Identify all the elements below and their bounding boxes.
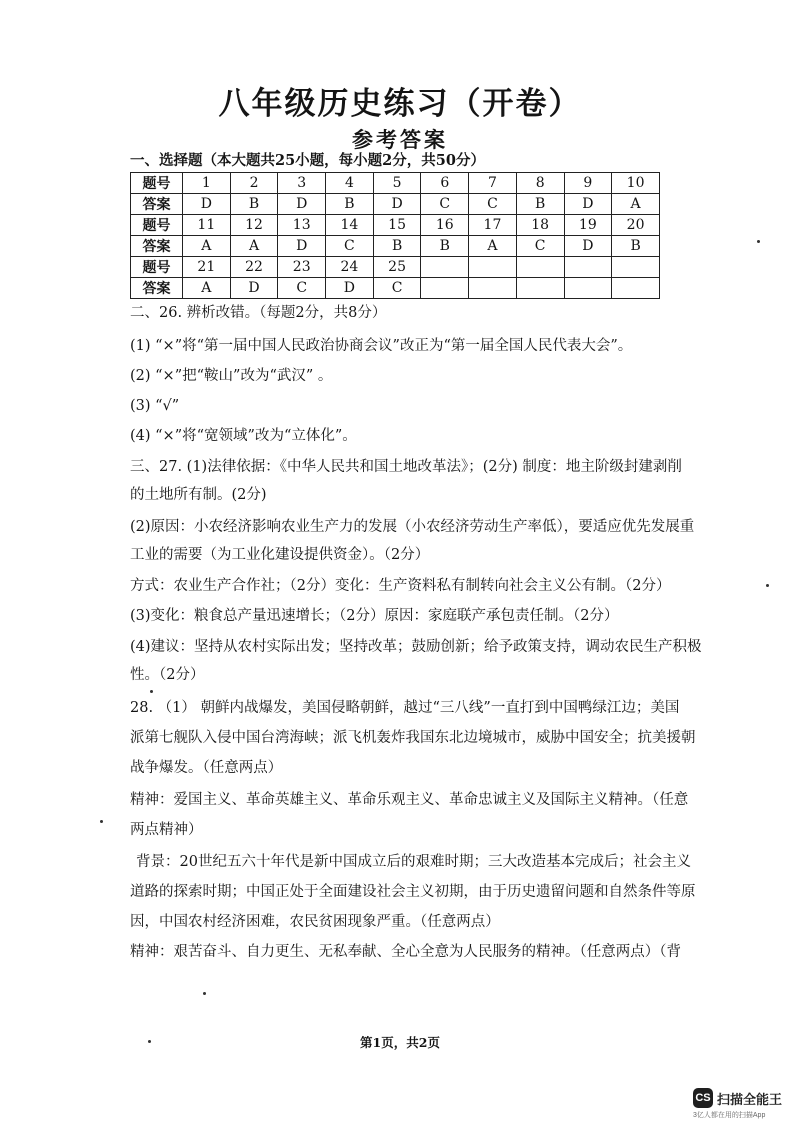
section3-line: 工业的需要（为工业化建设提供资金）。（2分） — [130, 547, 430, 563]
table-cell: 19 — [564, 215, 612, 236]
scanner-watermark — [693, 1088, 793, 1120]
table-cell: B — [516, 194, 564, 215]
table-cell: A — [183, 236, 231, 257]
scan-speck — [757, 240, 760, 243]
table-cell: D — [373, 194, 421, 215]
scan-speck — [203, 992, 206, 995]
section4-line: 两点精神） — [130, 822, 203, 838]
section4-line: 因，中国农村经济困难，农民贫困现象严重。（任意两点） — [130, 914, 500, 930]
table-cell: B — [421, 236, 469, 257]
table-row — [131, 215, 660, 236]
table-cell — [612, 278, 660, 299]
scan-speck — [148, 1040, 151, 1043]
table-cell: C — [516, 236, 564, 257]
table-cell: 23 — [278, 257, 326, 278]
watermark-name: 扫描全能王 — [717, 1092, 783, 1107]
table-cell: B — [373, 236, 421, 257]
section4-line: 派第七舰队入侵中国台湾海峡；派飞机轰炸我国东北边境城市，威胁中国安全；抗美援朝 — [130, 730, 696, 746]
table-cell: 1 — [183, 173, 231, 194]
table-cell: B — [612, 236, 660, 257]
table-cell — [516, 278, 564, 299]
section2-line: (3) “√” — [130, 398, 180, 414]
table-cell — [421, 278, 469, 299]
section3-line: (3)变化：粮食总产量迅速增长；（2分）原因：家庭联产承包责任制。（2分） — [130, 608, 619, 624]
table-cell: 11 — [183, 215, 231, 236]
table-cell: A — [612, 194, 660, 215]
table-cell: A — [469, 236, 517, 257]
row-label: 答案 — [131, 236, 183, 257]
section3-line: 性。（2分） — [130, 667, 205, 683]
table-cell: 20 — [612, 215, 660, 236]
table-cell: D — [564, 194, 612, 215]
table-cell: 6 — [421, 173, 469, 194]
scan-speck — [766, 584, 769, 587]
row-label: 题号 — [131, 257, 183, 278]
table-row — [131, 173, 660, 194]
section4-line: 28. （1） 朝鲜内战爆发，美国侵略朝鲜，越过“三八线”一直打到中国鸭绿江边；美国 — [130, 700, 680, 716]
table-cell: 25 — [373, 257, 421, 278]
section3-line: 三、27. (1)法律依据：《中华人民共和国土地改革法》；(2分) 制度：地主阶级封建剥削 — [130, 459, 682, 475]
section2-line: (4) “×”将“宽领域”改为“立体化”。 — [130, 428, 357, 444]
table-cell: 9 — [564, 173, 612, 194]
section2-heading: 二、26. 辨析改错。（每题2分，共8分） — [130, 305, 387, 321]
table-cell — [564, 257, 612, 278]
section1-heading: 一、选择题（本大题共25小题，每小题2分，共50分） — [130, 152, 485, 169]
table-cell: D — [278, 194, 326, 215]
table-cell: 24 — [326, 257, 374, 278]
section4-line: 精神：爱国主义、革命英雄主义、革命乐观主义、革命忠诚主义及国际主义精神。（任意 — [130, 792, 689, 808]
table-cell: A — [230, 236, 278, 257]
section3-line: (4)建议：坚持从农村实际出发；坚持改革；鼓励创新；给予政策支持，调动农民生产积极 — [130, 639, 702, 655]
table-cell: C — [469, 194, 517, 215]
table-cell: 17 — [469, 215, 517, 236]
table-cell: 18 — [516, 215, 564, 236]
section2-line: (1) “×”将“第一届中国人民政治协商会议”改正为“第一届全国人民代表大会”。 — [130, 338, 633, 354]
answer-table — [130, 172, 660, 299]
section4-line: 背景：20世纪五六十年代是新中国成立后的艰难时期；三大改造基本完成后；社会主义 — [136, 854, 691, 870]
table-row — [131, 278, 660, 299]
section3-line: 方式：农业生产合作社；（2分）变化：生产资料私有制转向社会主义公有制。（2分） — [130, 578, 671, 594]
table-cell: 13 — [278, 215, 326, 236]
section3-line: 的土地所有制。(2分) — [130, 487, 267, 503]
table-cell: 4 — [326, 173, 374, 194]
table-cell: 5 — [373, 173, 421, 194]
table-cell: D — [564, 236, 612, 257]
table-cell: 15 — [373, 215, 421, 236]
page-subtitle: 参考答案 — [352, 127, 448, 152]
table-cell — [564, 278, 612, 299]
section4-line: 道路的探索时期；中国正处于全面建设社会主义初期，由于历史遗留问题和自然条件等原 — [130, 884, 696, 900]
camscanner-logo-icon: CS — [693, 1088, 713, 1108]
table-cell: 21 — [183, 257, 231, 278]
table-cell: C — [326, 236, 374, 257]
table-cell — [469, 257, 517, 278]
table-cell: C — [278, 278, 326, 299]
table-cell: D — [278, 236, 326, 257]
section2-line: (2) “×”把“鞍山”改为“武汉” 。 — [130, 368, 333, 384]
table-cell — [516, 257, 564, 278]
table-row — [131, 257, 660, 278]
table-cell: 14 — [326, 215, 374, 236]
table-cell: 7 — [469, 173, 517, 194]
table-cell: 8 — [516, 173, 564, 194]
watermark-slogan: 3亿人都在用的扫描App — [693, 1112, 766, 1119]
table-cell — [421, 257, 469, 278]
table-row — [131, 194, 660, 215]
table-cell: B — [326, 194, 374, 215]
table-cell: C — [373, 278, 421, 299]
row-label: 答案 — [131, 194, 183, 215]
row-label: 题号 — [131, 173, 183, 194]
page-title: 八年级历史练习（开卷） — [218, 86, 582, 122]
table-cell — [469, 278, 517, 299]
table-cell: 22 — [230, 257, 278, 278]
table-cell: D — [230, 278, 278, 299]
table-cell: D — [183, 194, 231, 215]
table-cell: 10 — [612, 173, 660, 194]
table-cell: 12 — [230, 215, 278, 236]
table-cell: D — [326, 278, 374, 299]
table-cell: 3 — [278, 173, 326, 194]
table-cell — [612, 257, 660, 278]
scan-speck — [150, 690, 153, 693]
section4-line: 精神：艰苦奋斗、自力更生、无私奉献、全心全意为人民服务的精神。（任意两点）（背 — [130, 944, 681, 960]
table-cell: C — [421, 194, 469, 215]
row-label: 题号 — [131, 215, 183, 236]
table-cell: 16 — [421, 215, 469, 236]
table-row — [131, 236, 660, 257]
section3-line: (2)原因：小农经济影响农业生产力的发展（小农经济劳动生产率低），要适应优先发展重 — [130, 519, 695, 535]
page-footer: 第1页，共2页 — [360, 1035, 440, 1050]
row-label: 答案 — [131, 278, 183, 299]
table-cell: A — [183, 278, 231, 299]
section4-line: 战争爆发。（任意两点） — [130, 760, 283, 776]
table-cell: B — [230, 194, 278, 215]
table-cell: 2 — [230, 173, 278, 194]
scan-speck — [100, 820, 103, 823]
